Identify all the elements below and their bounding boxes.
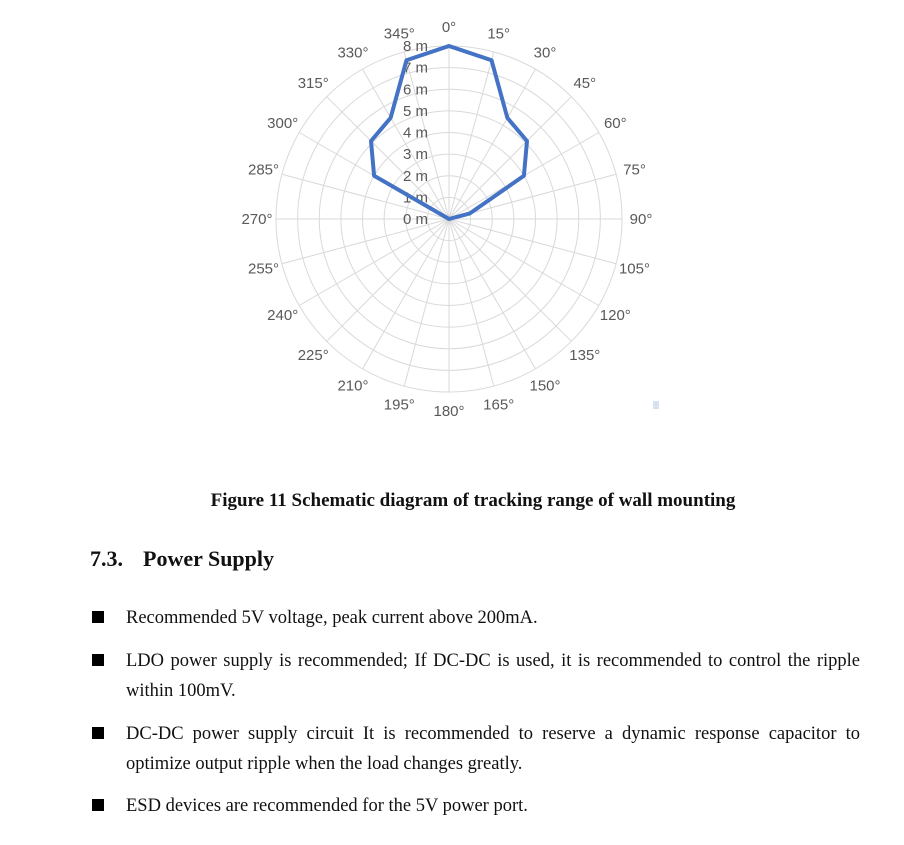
section-number: 7.3.: [90, 546, 123, 571]
angle-tick-label: 225°: [297, 346, 329, 364]
angle-tick-label: 30°: [533, 44, 557, 62]
grid-spoke: [449, 219, 571, 341]
radial-tick-label: 0 m: [403, 211, 429, 228]
grid-spoke: [449, 97, 571, 219]
grid-spoke: [449, 52, 494, 219]
angle-tick-label: 315°: [297, 75, 329, 93]
angle-tick-label: 60°: [603, 114, 627, 132]
radial-tick-label: 8 m: [403, 38, 429, 55]
figure-caption: Figure 11 Schematic diagram of tracking range of wall mounting: [210, 490, 736, 511]
square-bullet-icon: [92, 799, 104, 811]
grid-spoke: [449, 219, 494, 386]
angle-tick-label: 300°: [267, 114, 299, 132]
decorative-mark: [653, 401, 659, 409]
angle-tick-label: 240°: [267, 307, 299, 325]
radial-tick-label: 6 m: [403, 81, 429, 99]
grid-spoke: [363, 219, 450, 369]
angle-tick-label: 90°: [629, 211, 653, 228]
angle-tick-label: 0°: [441, 18, 457, 36]
square-bullet-icon: [92, 611, 104, 623]
angle-tick-label: 210°: [337, 377, 369, 395]
list-item-text: DC-DC power supply circuit It is recommended to reserve a dynamic response capacitor to optimize output ripple when the load changes greatly.: [126, 724, 860, 774]
grid-spoke: [449, 219, 599, 306]
square-bullet-icon: [92, 727, 104, 739]
list-item: [90, 646, 860, 706]
radial-tick-label: 7 m: [403, 59, 429, 77]
angle-tick-label: 75°: [623, 161, 646, 179]
list-item: [90, 603, 538, 633]
radial-tick-label: 4 m: [403, 124, 429, 142]
angle-tick-label: 255°: [247, 260, 280, 278]
list-item: [90, 791, 528, 821]
angle-tick-label: 195°: [383, 396, 415, 414]
radial-tick-label: 2 m: [403, 167, 429, 185]
grid-spoke: [327, 97, 449, 219]
section-title: Power Supply: [143, 546, 275, 571]
grid-spoke: [299, 219, 449, 306]
list-item-text: ESD devices are recommended for the 5V power port.: [126, 796, 528, 816]
radial-tick-label: 1 m: [403, 189, 429, 207]
grid-spoke: [327, 219, 449, 341]
angle-tick-label: 45°: [573, 75, 597, 93]
grid-spoke: [449, 219, 536, 369]
angle-tick-label: 15°: [487, 25, 511, 43]
list-item-text: LDO power supply is recommended; If DC-DC is used, it is recommended to control the ripple within 100mV.: [126, 651, 860, 701]
angle-tick-label: 150°: [529, 377, 561, 395]
grid-spoke: [404, 219, 449, 386]
angle-tick-label: 270°: [241, 211, 273, 228]
angle-tick-label: 330°: [337, 44, 369, 62]
angle-tick-label: 345°: [383, 25, 415, 43]
angle-tick-label: 285°: [247, 161, 280, 179]
angle-tick-label: 105°: [618, 260, 651, 278]
angle-tick-label: 180°: [433, 403, 465, 421]
angle-tick-label: 120°: [599, 307, 631, 325]
radial-tick-label: 5 m: [403, 102, 429, 120]
list-item-text: Recommended 5V voltage, peak current above 200mA.: [126, 608, 538, 628]
section-heading: [90, 546, 274, 572]
angle-tick-label: 165°: [483, 396, 515, 414]
radial-tick-label: 3 m: [403, 146, 429, 164]
grid-spoke: [449, 219, 616, 264]
square-bullet-icon: [92, 654, 104, 666]
list-item: [90, 719, 860, 779]
angle-tick-label: 135°: [569, 346, 601, 364]
